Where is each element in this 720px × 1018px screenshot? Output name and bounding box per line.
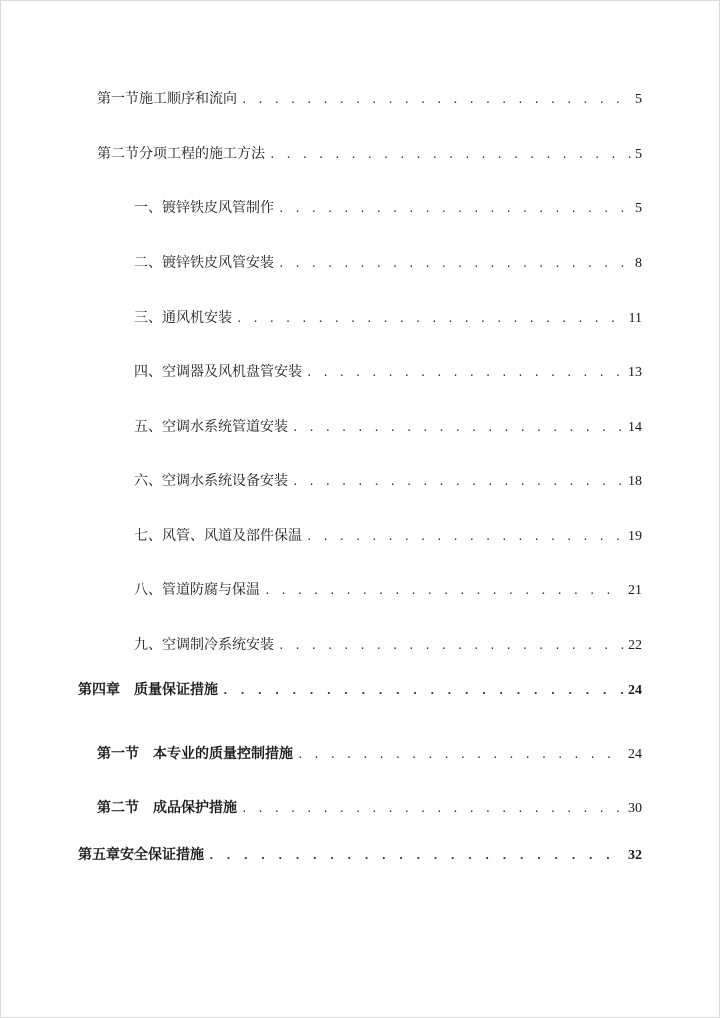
toc-entry[interactable] [134, 471, 642, 492]
toc-entry-title: 第二节分项工程的施工方法 [97, 146, 265, 162]
dot-leader [306, 363, 624, 383]
toc-chapter-number: 第四章 [78, 682, 120, 698]
dot-leader [222, 681, 624, 701]
toc-entry[interactable] [134, 417, 642, 438]
toc-entry-page: 5 [635, 147, 642, 162]
toc-section-name: 本专业的质量控制措施 [153, 746, 293, 762]
toc-entry-title: 九、空调制冷系统安装 [134, 637, 274, 653]
dot-leader [278, 199, 631, 219]
toc-entry-title: 三、通风机安装 [134, 310, 232, 326]
toc-entry[interactable] [134, 362, 642, 383]
toc-entry[interactable] [134, 580, 642, 601]
toc-entry[interactable] [134, 198, 642, 219]
toc-entry-title: 六、空调水系统设备安装 [134, 473, 288, 489]
toc-entry-page: 32 [628, 848, 642, 863]
toc-entry-title: 七、风管、风道及部件保温 [134, 528, 302, 544]
toc-chapter-entry[interactable] [78, 680, 642, 701]
toc-entry-page: 14 [628, 420, 642, 435]
dot-leader [306, 527, 624, 547]
toc-entry-title: 八、管道防腐与保温 [134, 582, 260, 598]
toc-entry-page: 5 [635, 92, 642, 107]
toc-entry[interactable] [134, 308, 642, 329]
dot-leader [264, 581, 624, 601]
toc-entry-title: 四、空调器及风机盘管安装 [134, 364, 302, 380]
dot-leader [236, 309, 625, 329]
toc-entry-page: 5 [635, 201, 642, 216]
dot-leader [241, 799, 624, 819]
toc-entry-page: 22 [628, 638, 642, 653]
toc-entry-page: 21 [628, 583, 642, 598]
dot-leader [292, 472, 624, 492]
toc-entry-page: 24 [628, 683, 642, 698]
dot-leader [241, 90, 631, 110]
toc-section-number: 第一节 [97, 746, 139, 762]
dot-leader [297, 745, 624, 765]
toc-entry[interactable] [97, 798, 642, 819]
dot-leader [269, 145, 631, 165]
toc-entry-title: 五、空调水系统管道安装 [134, 419, 288, 435]
toc-entry-title [78, 680, 218, 700]
toc-entry-title: 第五章安全保证措施 [78, 847, 204, 863]
toc-entry-title: 第一节施工顺序和流向 [97, 91, 237, 107]
toc-entry-page: 13 [628, 365, 642, 380]
dot-leader [278, 636, 624, 656]
toc-entry-title: 一、镀锌铁皮风管制作 [134, 200, 274, 216]
toc-chapter-entry[interactable] [78, 845, 642, 866]
toc-section-number: 第二节 [97, 800, 139, 816]
toc-section-name: 成品保护措施 [153, 800, 237, 816]
toc-entry[interactable] [134, 635, 642, 656]
toc-entry-page: 8 [635, 256, 642, 271]
toc-entry-page: 30 [628, 801, 642, 816]
toc-entry[interactable] [97, 89, 642, 110]
toc-entry[interactable] [134, 253, 642, 274]
dot-leader [292, 418, 624, 438]
toc-entry-title: 二、镀锌铁皮风管安装 [134, 255, 274, 271]
toc-chapter-name: 质量保证措施 [134, 682, 218, 698]
toc-entry-page: 19 [628, 529, 642, 544]
toc-entry-page: 18 [628, 474, 642, 489]
toc-entry[interactable] [134, 526, 642, 547]
dot-leader [278, 254, 631, 274]
dot-leader [208, 846, 624, 866]
toc-entry-title [97, 744, 293, 764]
toc-entry[interactable] [97, 144, 642, 165]
toc-entry-page: 11 [628, 311, 642, 326]
toc-entry-title [97, 798, 237, 818]
toc-entry[interactable] [97, 744, 642, 765]
toc-entry-page: 24 [628, 747, 642, 762]
